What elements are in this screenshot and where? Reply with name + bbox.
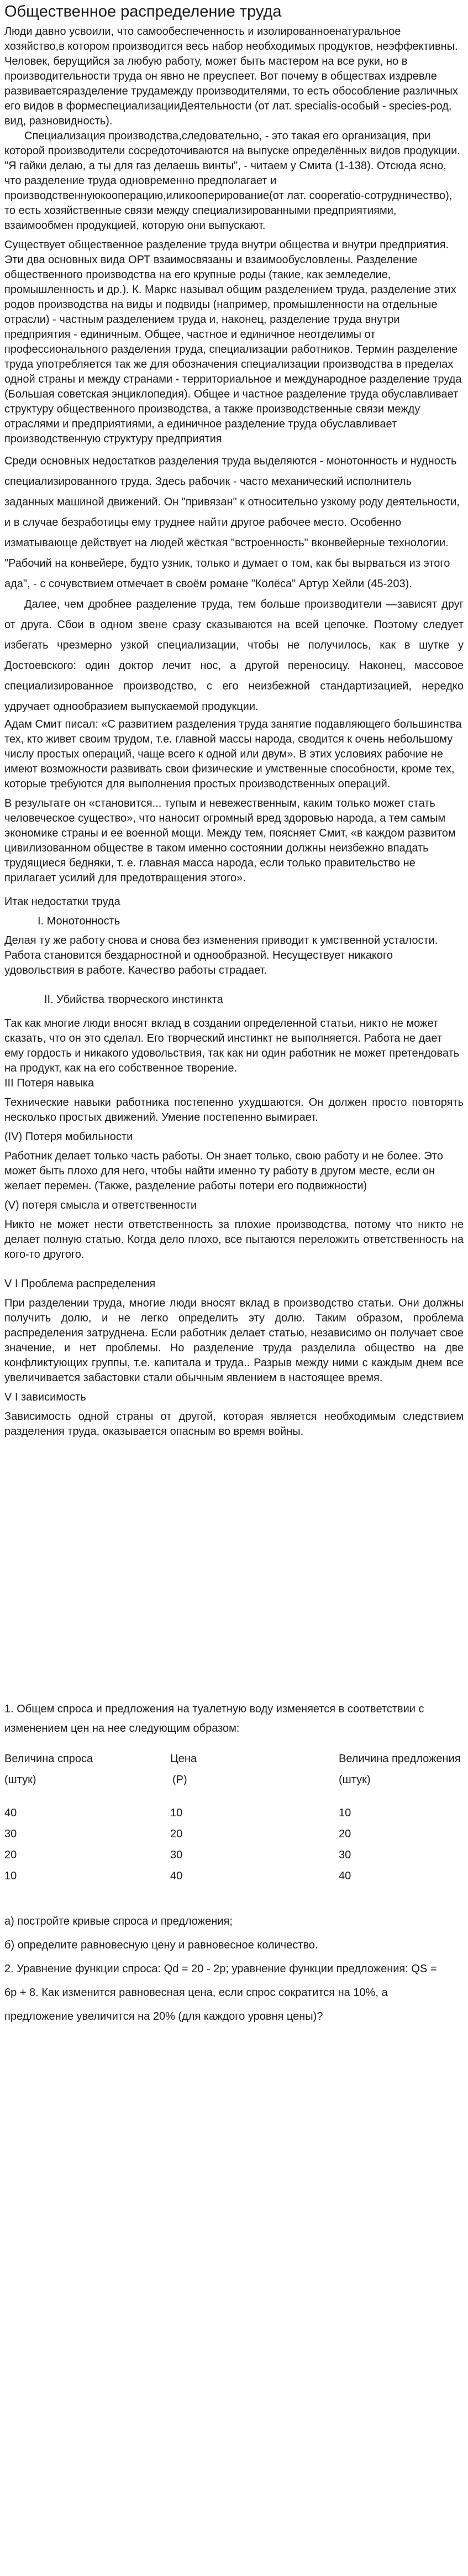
table-cell: 10 xyxy=(170,1807,183,1819)
table-cell: 10 xyxy=(4,1870,17,1882)
task-item-b: б) определите равновесную цену и равновесное количество. xyxy=(4,1939,318,1951)
table-row xyxy=(4,1802,464,1823)
problem-mobility-text: Работник делает только часть работы. Он знает только, свою работу и не более. Это может быть плохо для него, чтобы найти именно ту работу в другом месте, если он желает перемен. (Также, разделение работы потери его подвижности) xyxy=(4,1150,443,1192)
table-cell: 10 xyxy=(339,1807,351,1819)
paragraph-smith-result: В результате он «становится... тупым и невежественным, каким только может стать человеческое существо», что наносит огромный вред здоровью народа, а тем самым экономике страны и ее военной мощи. Между тем, поясняет Смит, «в каждом развитом цивилизованном обществе в таком именно состоянии должны неизбежно впадать трудящиеся бедняки, т. е. главная масса народа, если только правительство не прилагает усилий для предотвращения этого». xyxy=(4,797,456,884)
problems-heading: Итак недостатки труда xyxy=(4,896,120,908)
problem-monotony-text: Делая ту же работу снова и снова без изменения приводит к умственной усталости. Работа становится бездарностной и однообразной. Несуществует никакого удовольствия в работе. Качество работы страдает. xyxy=(4,934,438,976)
problem-dependence-title: V I зависимость xyxy=(4,1391,86,1403)
table-row xyxy=(4,1823,464,1845)
table-cell: 20 xyxy=(170,1828,183,1840)
table-unit-supply: (штук) xyxy=(339,1774,371,1786)
task-equation-line-2: 6p + 8. Как изменится равновесная цена, если спрос сократится на 10%, а xyxy=(4,1987,388,1999)
table-cell: 30 xyxy=(339,1849,351,1861)
paragraph-division-types: Существует общественное разделение труда внутри общества и внутри предприятия. Эти два основных вида ОРТ взаимосвязаны и взаимообусловлены. Разделение общественного производства на его крупные роды (такие, как земледелие, промышленность и др.). К. Маркс называл общим разделением труда, разделение этих родов производства на виды и подвиды (например, промышленности на отдельные отрасли) - частным разделением труда и, наконец, разделение труда внутри предприятия - единичным. Общее, частное и единичное неотделимы от профессионального разделения труда, специализации работников. Термин разделение труда употребляется так же для обозначения специализации производства в пределах одной страны и между странами - территориальное и международное разделение труда (Большая советская энциклопедия). Общее и частное разделение труда обуславливает структуру общественного производства, а также производственные связи между отраслями и предприятиями, а единичное разделение труда обуславливает производственную структуру предприятия xyxy=(4,239,462,445)
table-cell: 40 xyxy=(170,1870,183,1882)
problem-creativity-title: II. Убийства творческого инстинкта xyxy=(44,994,223,1006)
table-col-supply: Величина предложения xyxy=(339,1753,461,1765)
paragraph-disadvantages: Среди основных недостатков разделения труда выделяются - монотонность и нудность специализированного труда. Здесь рабочик - часто механический исполнитель заданных машиной движений. Он "привязан" к относительно узкому роду деятельности, и в случае безработицы ему труднее найти другое рабочее место. Особенно изматывающе действует на людей жёсткая "встроенность" вконвейерные технологии. "Рабочий на конвейере, будто узник, только и думает о том, как бы вырваться из этого ада", - с сочувствием отмечает в своём романе "Колёса" Артур Хейли (45-203). xyxy=(4,455,460,590)
task-intro-line-2: изменением цен на нее следующим образом: xyxy=(4,1722,240,1734)
problem-skill-text: Технические навыки работника постепенно ухудшаются. Он должен просто повторять несколько простых движений. Умение постепенно вымирает. xyxy=(4,1096,464,1124)
paragraph-dependence: Далее, чем дробнее разделение труда, тем больше производители —зависят друг от друга. Сбои в одном звене сразу сказываются на всей цепочке. Поэтому следует избегать чрезмерно узкой специализации, чтобы не получилось, как в шутке у Достоевского: один доктор лечит нос, а другой переносицу. Наконец, массовое специализированное производство, с его неизбежной стандартизацией, нередко удручает однообразием выпускаемой продукции. xyxy=(4,598,464,713)
paragraph-specialization: Специализация производства,следовательно, - это такая его организация, при которой производители сосредоточиваются на выпуске определённых видов продукции. "Я гайки делаю, а ты для газ делаешь винты", - читаем у Смита (1-138). Отсюда ясно, что разделение труда одновременно предполагает и производственнуюкооперацию,иликооперирование(от лат. cooperatio-сотрудничество), то есть хозяйственные связи между специализированными предприятиями, взаимообмен продукцией, которую они выпускают. xyxy=(4,130,460,232)
table-col-price: Цена xyxy=(170,1753,197,1765)
problem-distribution-title: V I Проблема распределения xyxy=(4,1278,156,1290)
problem-monotony-title: I. Монотонность xyxy=(38,915,120,927)
task-equation-line-3: предложение увеличится на 20% (для каждого уровня цены)? xyxy=(4,2010,323,2023)
problem-responsibility-text: Никто не может нести ответственность за плохие производства, потому что никто не делает полную статью. Когда дело плохо, все пытаются переложить ответственность на кого-то другого. xyxy=(4,1219,464,1261)
table-cell: 30 xyxy=(170,1849,183,1861)
table-row xyxy=(4,1866,464,1887)
problem-dependence-text: Зависимость одной страны от другой, которая является необходимым следствием разделения труда, оказывается опасным во время войны. xyxy=(4,1410,464,1438)
task-intro-line-1: 1. Общем спроса и предложения на туалетную воду изменяется в соответствии с xyxy=(4,1703,424,1715)
paragraph-smith-quote: Адам Смит писал: «С развитием разделения труда занятие подавляющего большинства тех, кто живет своим трудом, т.е. главной массы народа, сводится к очень небольшому числу простых операций, чаще всего к одной или двум». В этих условиях рабочие не имеют возможности развивать свои физические и умственные способности, кроме тех, которые требуются для выполнения простых производственных операций. xyxy=(4,718,462,790)
table-cell: 30 xyxy=(4,1828,17,1840)
table-header xyxy=(4,1751,464,1767)
table-row xyxy=(4,1845,464,1866)
table-units xyxy=(4,1772,464,1788)
problem-mobility-title: (IV) Потеря мобильности xyxy=(4,1131,133,1143)
table-unit-demand: (штук) xyxy=(4,1774,36,1786)
problem-skill-title: III Потеря навыка xyxy=(4,1077,94,1089)
table-cell: 20 xyxy=(4,1849,17,1861)
paragraph-intro: Люди давно усвоили, что самообеспеченность и изолированноенатуральное хозяйство,в котором производится весь набор необходимых продуктов, неэффективны. Человек, берущийся за любую работу, может быть мастером на все руки, но в производительности труда он явно не преуспеет. Вот почему в обществах издревле развиваетсяразделение трудамежду производителями, то есть обособление различных его видов в формеспециализацииДеятельности (от лат. specialis-особый - species-род, вид, разновидность). xyxy=(4,25,458,127)
problem-distribution-text: При разделении труда, многие люди вносят вклад в производство статьи. Они должны получить долю, и не легко определить эту долю. Таким образом, проблема распределения затруднена. Если работник делает статью, независимо он получает свое значение, и нет проблемы. Но разделение труда разделила общество на две конфликтующих группы, т.е. капитала и труда.. Разрыв между ними с каждым днем все увеличивается забастовки стали обычным явлением в настоящее время. xyxy=(4,1297,464,1384)
problem-responsibility-title: (V) потеря смысла и ответственности xyxy=(4,1199,197,1211)
task-item-a: а) постройте кривые спроса и предложения; xyxy=(4,1915,233,1927)
page-title: Общественное распределение труда xyxy=(4,3,282,20)
table-col-demand: Величина спроса xyxy=(4,1753,93,1765)
table-cell: 40 xyxy=(339,1870,351,1882)
problem-creativity-text: Так как многие люди вносят вклад в создании определенной статьи, никто не может сказать, что он это сделал. Его творческий инстинкт не выполняется. Работа не дает ему гордость и никакого удовольствия, так как ни один работник не может претендовать на продукт, как на его собственное творение. xyxy=(4,1017,460,1074)
table-unit-price: (Р) xyxy=(172,1774,187,1786)
task-equation-line-1: 2. Уравнение функции спроса: Qd = 20 - 2p; уравнение функции предложения: QS = xyxy=(4,1963,437,1975)
table-cell: 40 xyxy=(4,1807,17,1819)
table-cell: 20 xyxy=(339,1828,351,1840)
